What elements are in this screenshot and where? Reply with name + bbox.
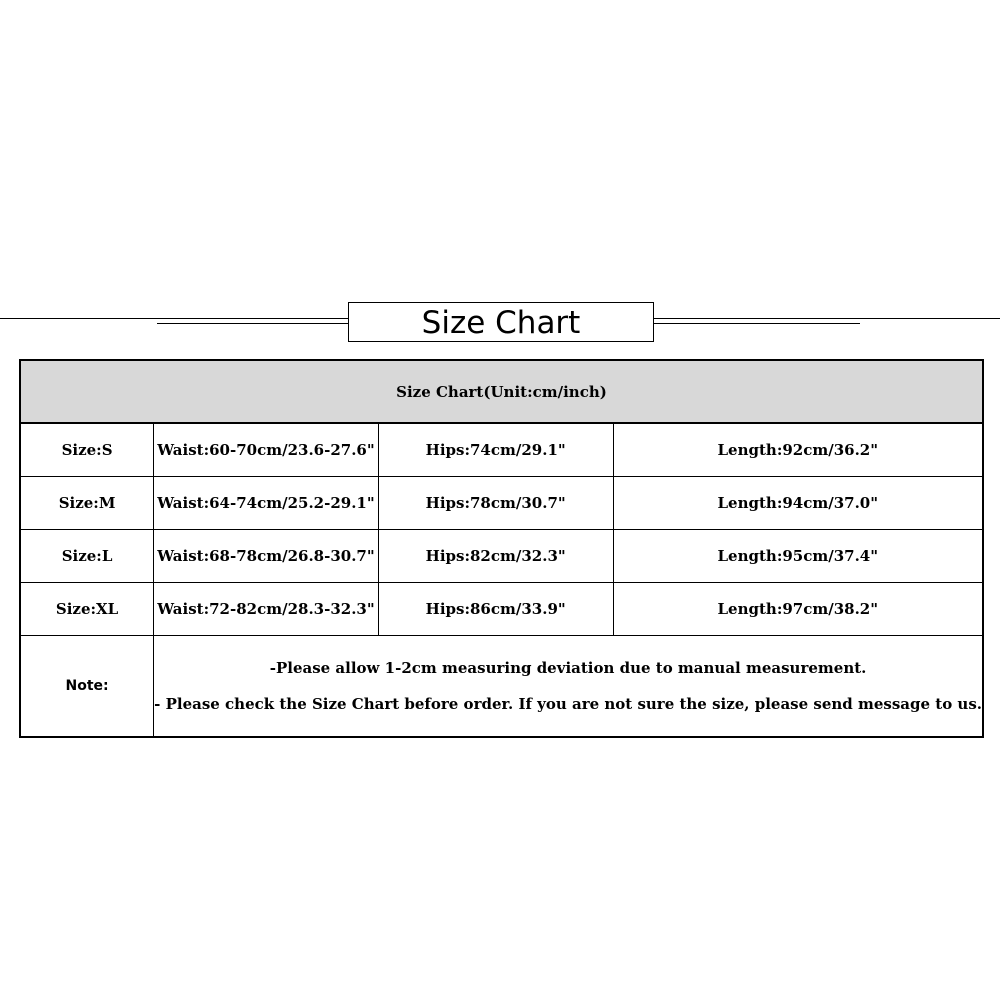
note-row xyxy=(20,636,983,738)
page-title: Size Chart xyxy=(421,305,581,341)
note-line: -Please allow 1-2cm measuring deviation due to manual measurement. xyxy=(269,659,867,677)
size-cell: Size:M xyxy=(20,477,154,530)
length-cell: Length:94cm/37.0" xyxy=(613,477,983,530)
table-header-row xyxy=(20,360,983,423)
length-cell: Length:97cm/38.2" xyxy=(613,583,983,636)
table-row xyxy=(20,477,983,530)
banner-rule-right xyxy=(654,323,860,324)
table-row xyxy=(20,423,983,477)
size-table xyxy=(19,359,984,738)
size-cell: Size:L xyxy=(20,530,154,583)
table-row xyxy=(20,583,983,636)
hips-cell: Hips:74cm/29.1" xyxy=(378,423,613,477)
waist-cell: Waist:64-74cm/25.2-29.1" xyxy=(154,477,379,530)
length-cell: Length:95cm/37.4" xyxy=(613,530,983,583)
hips-cell: Hips:78cm/30.7" xyxy=(378,477,613,530)
waist-cell: Waist:60-70cm/23.6-27.6" xyxy=(154,423,379,477)
title-banner xyxy=(348,302,654,342)
table-row xyxy=(20,530,983,583)
length-cell: Length:92cm/36.2" xyxy=(613,423,983,477)
banner-rule-left xyxy=(157,323,348,324)
note-body xyxy=(154,636,983,738)
waist-cell: Waist:68-78cm/26.8-30.7" xyxy=(154,530,379,583)
note-label: Note: xyxy=(20,636,154,738)
table-header: Size Chart(Unit:cm/inch) xyxy=(20,360,983,423)
hips-cell: Hips:86cm/33.9" xyxy=(378,583,613,636)
hips-cell: Hips:82cm/32.3" xyxy=(378,530,613,583)
waist-cell: Waist:72-82cm/28.3-32.3" xyxy=(154,583,379,636)
size-cell: Size:XL xyxy=(20,583,154,636)
size-cell: Size:S xyxy=(20,423,154,477)
note-line: - Please check the Size Chart before order. If you are not sure the size, please send message to us. xyxy=(154,695,982,713)
